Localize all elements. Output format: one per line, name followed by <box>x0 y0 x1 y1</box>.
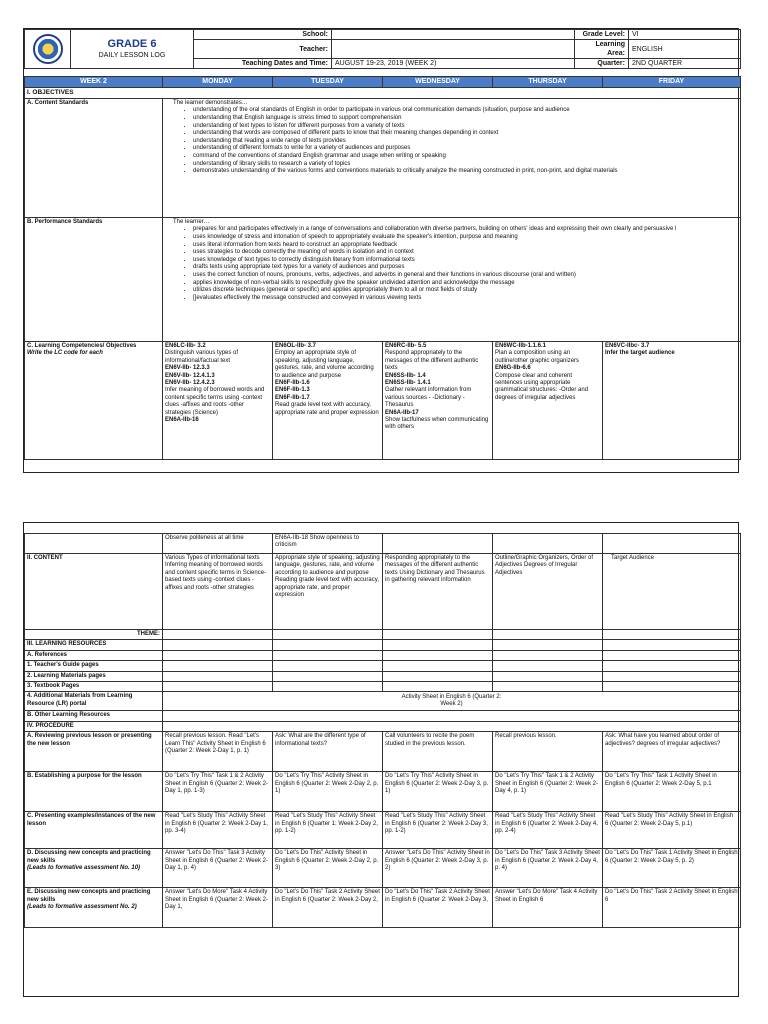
competency-text: Respond appropriately to the messages of the different authentic texts <box>385 350 479 372</box>
empty-cell <box>493 650 603 660</box>
log-title: DAILY LESSON LOG <box>98 51 166 59</box>
empty-cell <box>163 630 273 640</box>
content-cell: Outline/Graphic Organizers, Order of Adjectives Degrees of Irregular Adjectives <box>493 554 603 630</box>
competency-text: Distinguish various types of informational/factual text <box>165 350 239 364</box>
performance-standards-list <box>165 226 738 302</box>
content-label: II. CONTENT <box>25 554 163 630</box>
procedure-row <box>25 812 741 849</box>
procedure-step-note: (Leads to formative assessment No. 10) <box>27 865 141 872</box>
competency-code: EN6A-IIb-16 <box>165 417 199 424</box>
standard-item: • utilizes discrete techniques (general or specific) and applies appropriately them to all or most fields of study <box>193 287 738 295</box>
competency-text: Employ an appropriate style of speaking, adjusting language, gestures, rate, and volume according to audience and purpose <box>275 350 374 379</box>
competency-code: EN6F-IIb-1.6 <box>275 380 310 387</box>
competency-code: EN6A-IIb-17 <box>385 409 419 416</box>
empty-cell <box>273 671 383 681</box>
header-table <box>24 29 741 69</box>
content-procedure-table <box>24 533 741 928</box>
competency-code: EN6RC-IIb- 5.5 <box>385 343 427 349</box>
content-standards-intro: The learner demonstrates… <box>173 100 248 106</box>
competency-cell-friday <box>603 342 741 460</box>
competency-text: Plan a composition using an outline/other graphic organizers <box>495 350 580 364</box>
empty-cell <box>493 671 603 681</box>
objectives-table <box>24 76 741 460</box>
standard-item: • demonstrates understanding of the various forms and conventions materials to critically analyze the meaning constructed in print, non-print, and digital materials <box>193 168 738 176</box>
competency-text: Compose clear and coherent sentences using appropriate grammatical structures: -Order and degrees of irregular adjectives <box>495 372 589 401</box>
day-header: THURSDAY <box>493 77 603 88</box>
competencies-label: C. Learning Competencies/ Objectives <box>27 343 137 349</box>
standard-item: • uses knowledge of text types to correctly distinguish literary from informational texts <box>193 257 738 265</box>
competency-cell-thursday <box>493 342 603 460</box>
learning-area-value: ENGLISH <box>629 40 741 59</box>
competencies-sub: Write the LC code for each <box>27 350 103 357</box>
deped-seal-cell <box>25 30 71 69</box>
competency-code: Infer the target audience <box>605 350 675 357</box>
procedure-cell: Do "Let's Try This" Activity Sheet in English 6 (Quarter 2: Week 2-Day 3, p. 1) <box>383 772 493 812</box>
continued-cell <box>603 534 741 554</box>
school-label: School: <box>194 30 332 40</box>
procedure-row <box>25 849 741 888</box>
empty-cell <box>383 671 493 681</box>
content-standards-cell <box>163 99 741 218</box>
reference-item: 2. Learning Materials pages <box>25 671 163 681</box>
standard-item: • applies knowledge of non-verbal skills to respectfully give the speaker undivided attention and acknowledge the message <box>193 280 738 288</box>
references-label: A. References <box>25 650 163 660</box>
procedure-cell: Ask: What are the different type of informational texts? <box>273 732 383 772</box>
standard-item: • []evaluates effectively the message constructed and conveyed in various viewing texts <box>193 295 738 303</box>
procedure-step-note: (Leads to formative assessment No. 2) <box>27 904 137 911</box>
empty-cell <box>273 682 383 692</box>
procedure-cell: Ask: What have you learned about order of adjectives? degrees of irregular adjectives? <box>603 732 741 772</box>
empty-cell <box>493 661 603 671</box>
grade-title: GRADE 6 <box>107 37 157 50</box>
resources-label: III. LEARNING RESOURCES <box>25 640 163 650</box>
other-resources-label: B. Other Learning Resources <box>25 711 163 721</box>
competency-text: Gather relevant information from various sources - -Dictionary -Thesaurus <box>385 387 472 409</box>
school-value <box>332 30 575 40</box>
empty-cell <box>273 650 383 660</box>
procedure-cell: Do "Let's Do This" Task 2 Activity Sheet in English 6 (Quarter 2: Week 2-Day 2, <box>273 888 383 928</box>
dates-value: AUGUST 19-23, 2019 (WEEK 2) <box>332 59 575 69</box>
standard-item: • understanding that words are composed of different parts to know that their meaning changes depending in context <box>193 130 738 138</box>
procedure-cell: Read "Let's Study This" Activity Sheet in English 6 (Quarter 2: Week 2-Day 4, pp. 2-4) <box>493 812 603 849</box>
procedure-row <box>25 888 741 928</box>
standard-item: • understanding that English language is stress timed to support comprehension <box>193 115 738 123</box>
procedure-label-cell <box>25 888 163 928</box>
competency-code: EN6SS-IIb- 1.4.1 <box>385 380 431 387</box>
procedure-cell: Read "Let's Study This" Activity Sheet in English 6 (Quarter 2: Week 2-Day 5, p.1) <box>603 812 741 849</box>
day-header: TUESDAY <box>273 77 383 88</box>
empty-cell <box>163 650 273 660</box>
content-cell: Responding appropriately to the messages of the different authentic texts Using Dictionary and Thesaurus in gathering relevant information <box>383 554 493 630</box>
reference-item: 3. Textbook Pages <box>25 682 163 692</box>
deped-seal-icon <box>33 34 63 64</box>
title-cell <box>71 30 194 69</box>
empty-cell <box>603 661 741 671</box>
competency-text: Show tactfulness when communicating with others <box>385 417 489 431</box>
reference-item: 1. Teacher's Guide pages <box>25 661 163 671</box>
empty-cell <box>383 650 493 660</box>
procedure-cell: Do "Let's Do This" Task 3 Activity Sheet in English 6 (Quarter 2: Week 2-Day 4, p. 4) <box>493 849 603 888</box>
standard-item: • uses the correct function of nouns, pronouns, verbs, adjectives, and adverbs in general and their functions in various discourse (oral and written) <box>193 272 738 280</box>
quarter-label: Quarter: <box>575 59 629 69</box>
empty-cell <box>603 682 741 692</box>
procedure-cell: Recall previous lesson. <box>493 732 603 772</box>
performance-standards-label: B. Performance Standards <box>25 218 163 342</box>
empty-cell <box>163 721 741 731</box>
procedure-step-label: E. Discussing new concepts and practicing new skills <box>27 889 151 903</box>
standard-item: • uses strategies to decode correctly the meaning of words in isolation and in context <box>193 249 738 257</box>
continued-cell <box>493 534 603 554</box>
empty-cell <box>273 661 383 671</box>
competency-code: EN6F-IIb-1.3 <box>275 387 310 394</box>
procedure-step-label: D. Discussing new concepts and practicing new skills <box>27 850 151 864</box>
procedure-label-cell <box>25 849 163 888</box>
continued-cell <box>383 534 493 554</box>
procedure-label-cell <box>25 812 163 849</box>
empty-cell <box>603 640 741 650</box>
empty-cell <box>273 640 383 650</box>
empty-cell <box>273 630 383 640</box>
procedure-cell: Answer "Let's Do More" Task 4 Activity Sheet in English 6 (Quarter 2: Week 2-Day 1, <box>163 888 273 928</box>
empty-cell <box>383 640 493 650</box>
procedure-cell: Do "Let's Try This" Activity Sheet in English 6 (Quarter 2: Week 2-Day 2, p. 1) <box>273 772 383 812</box>
additional-materials-value <box>163 692 741 711</box>
procedure-cell: Answer "Let's Do This" Activity Sheet in English 6 (Quarter 2: Week 2-Day 3, p. 2) <box>383 849 493 888</box>
content-standards-list <box>165 107 738 175</box>
competency-code: EN6OL-IIb- 3.7 <box>275 343 317 349</box>
lesson-log-page-1 <box>23 28 739 473</box>
content-cell: Target Audience <box>603 554 741 630</box>
procedure-cell: Do "Let's Try This" Task 1 Activity Sheet in English 6 (Quarter 2: Week 2-Day 5, p.1 <box>603 772 741 812</box>
procedure-cell: Answer "Let's Do More" Task 4 Activity Sheet in English 6 <box>493 888 603 928</box>
empty-cell <box>383 682 493 692</box>
dates-label: Teaching Dates and Time: <box>194 59 332 69</box>
empty-cell <box>603 650 741 660</box>
empty-cell <box>493 630 603 640</box>
procedure-cell: Read "Let's Study This" Activity Sheet in English 6 (Quarter 1: Week 2-Day 2, pp. 1-2) <box>273 812 383 849</box>
standard-item: • understanding of different formats to write for a variety of audiences and purposes <box>193 145 738 153</box>
continued-cell: EN6A-IIb-18 Show openness to criticism <box>273 534 383 554</box>
empty-cell <box>383 661 493 671</box>
standard-item: • drafts texts using appropriate text types for a variety of audiences and purposes <box>193 264 738 272</box>
competency-code: EN6LC-IIb- 3.2 <box>165 343 206 349</box>
additional-materials-label: 4. Additional Materials from Learning Resource (LR) portal <box>25 692 163 711</box>
day-header: WEDNESDAY <box>383 77 493 88</box>
procedure-cell: Do "Let's Do This" Task 1 Activity Sheet in English 6 (Quarter 2: Week 2-Day 5, p. 2) <box>603 849 741 888</box>
continued-cell: Observe politeness at all time <box>163 534 273 554</box>
procedure-label-cell <box>25 772 163 812</box>
content-cell: Various Types of informational texts Inferring meaning of borrowed words and content specific terms in Science-based texts using -context clues -affixes and roots -other strategies <box>163 554 273 630</box>
teacher-label: Teacher: <box>194 40 332 59</box>
competency-cell-tuesday <box>273 342 383 460</box>
content-standards-label: A. Content Standards <box>25 99 163 218</box>
competency-code: EN6V-IIb- 12.4.2.3 <box>165 380 215 387</box>
empty-cell <box>163 640 273 650</box>
empty-cell <box>383 630 493 640</box>
standard-item: • command of the conventions of standard English grammar and usage when writing or speaking <box>193 153 738 161</box>
procedure-cell: Do "Let's Do This" Task 2 Activity Sheet in English 6 (Quarter 2: Week 2-Day 3, <box>383 888 493 928</box>
procedure-step-label: C. Presenting examples/instances of the new lesson <box>27 813 156 827</box>
performance-standards-cell <box>163 218 741 342</box>
procedure-cell: Answer "Let's Do This" Task 3 Activity Sheet in English 6 (Quarter 2: Week 2-Day 1, p. 4) <box>163 849 273 888</box>
blank-label-cell <box>25 534 163 554</box>
empty-cell <box>163 682 273 692</box>
day-header-row <box>25 77 741 88</box>
teacher-value <box>332 40 575 59</box>
standard-item: • understanding of library skills to research a variety of topics <box>193 161 738 169</box>
procedure-step-label: A. Reviewing previous lesson or presenting the new lesson <box>27 733 152 747</box>
day-header: MONDAY <box>163 77 273 88</box>
procedure-label-cell <box>25 732 163 772</box>
empty-cell <box>163 711 741 721</box>
procedure-cell: Do "Let's Try This" Task 1 & 2 Activity Sheet in English 6 (Quarter 2: Week 2-Day 4, p. 1) <box>493 772 603 812</box>
competency-cell-monday <box>163 342 273 460</box>
standard-item: • prepares for and participates effectively in a range of conversations and collaboration with diverse partners, building on others' ideas and expressing their own clearly and persuasive l <box>193 226 738 234</box>
procedure-cell: Read "Let's Study This" Activity Sheet in English 6 (Quarter 2: Week 2-Day 1, pp. 3-4) <box>163 812 273 849</box>
objectives-heading: I. OBJECTIVES <box>25 88 741 99</box>
content-cell: Appropriate style of speaking, adjusting language, gestures, rate, and volume according to audience and purpose Reading grade level text with accuracy, appropriate rate, and proper expression <box>273 554 383 630</box>
competency-code: EN6F-IIb-1.7 <box>275 394 310 401</box>
procedure-cell: Call volunteers to recite the poem studied in the previous lesson. <box>383 732 493 772</box>
competency-code: EN6SS-IIb- 1.4 <box>385 372 426 379</box>
standard-item: • understanding of the oral standards of English in order to participate in various oral communication demands (situation, purpose and audience <box>193 107 738 115</box>
empty-cell <box>493 640 603 650</box>
standard-item: • understanding of text types to listen for different purposes from a variety of texts <box>193 123 738 131</box>
competency-code: EN6VC-IIbc- 3.7 <box>605 343 650 349</box>
empty-cell <box>163 671 273 681</box>
quarter-value: 2ND QUARTER <box>629 59 741 69</box>
grade-level-label: Grade Level: <box>575 30 629 40</box>
procedure-cell: Do "Let's Do This" Task 2 Activity Sheet in English 6 <box>603 888 741 928</box>
standard-item: • understanding that reading a wide range of texts provides <box>193 138 738 146</box>
day-header: WEEK 2 <box>25 77 163 88</box>
competency-text: Read grade level text with accuracy, appropriate rate and proper expression <box>275 402 379 416</box>
procedure-cell: Recall previous lesson. Read "Let's Learn This" Activity Sheet in English 6 (Quarter 2: Week 2-Day 1, p. 1) <box>163 732 273 772</box>
competency-code: EN6G-IIb-6.6 <box>495 365 531 372</box>
competency-text: Infer meaning of borrowed words and content specific terms using -context clues -affixes and roots -other strategies (Science) <box>165 387 265 416</box>
procedure-label: IV. PROCEDURE <box>25 721 163 731</box>
learning-area-label: Learning Area: <box>575 40 629 59</box>
procedure-rows <box>25 732 741 928</box>
empty-cell <box>493 682 603 692</box>
theme-label: THEME: <box>25 630 163 640</box>
performance-standards-intro: The learner… <box>173 219 210 225</box>
competency-code: EN6V-IIb- 12.3.3 <box>165 365 210 372</box>
procedure-cell: Read "Let's Study This" Activity Sheet in English 6 (Quarter 2: Week 2-Day 3, pp. 1-2) <box>383 812 493 849</box>
empty-cell <box>603 671 741 681</box>
competency-code: EN6WC-IIb-1.1.6.1 <box>495 343 547 349</box>
competency-code: EN6V-IIb- 12.4.1.3 <box>165 372 215 379</box>
standard-item: • uses knowledge of stress and intonation of speech to appropriately evaluate the speaker's intention, purpose and meaning <box>193 234 738 242</box>
day-header: FRIDAY <box>603 77 741 88</box>
competencies-label-cell <box>25 342 163 460</box>
lesson-log-page-2 <box>23 522 739 997</box>
procedure-row <box>25 732 741 772</box>
procedure-cell: Do "Let's Do This" Activity Sheet in English 6 (Quarter 2: Week 2-Day 2, p. 3) <box>273 849 383 888</box>
procedure-row <box>25 772 741 812</box>
additional-materials-text: Activity Sheet in English 6 (Quarter 2: Week 2) <box>401 694 502 708</box>
grade-level-value: VI <box>629 30 741 40</box>
competency-cell-wednesday <box>383 342 493 460</box>
standard-item: • uses literal information from texts heard to construct an appropriate feedback <box>193 242 738 250</box>
empty-cell <box>163 661 273 671</box>
procedure-step-label: B. Establishing a purpose for the lesson <box>27 773 142 780</box>
procedure-cell: Do "Let's Try This" Task 1 & 2 Activity Sheet in English 6 (Quarter 2: Week 2-Day 1, pp. 1-3) <box>163 772 273 812</box>
empty-cell <box>603 630 741 640</box>
